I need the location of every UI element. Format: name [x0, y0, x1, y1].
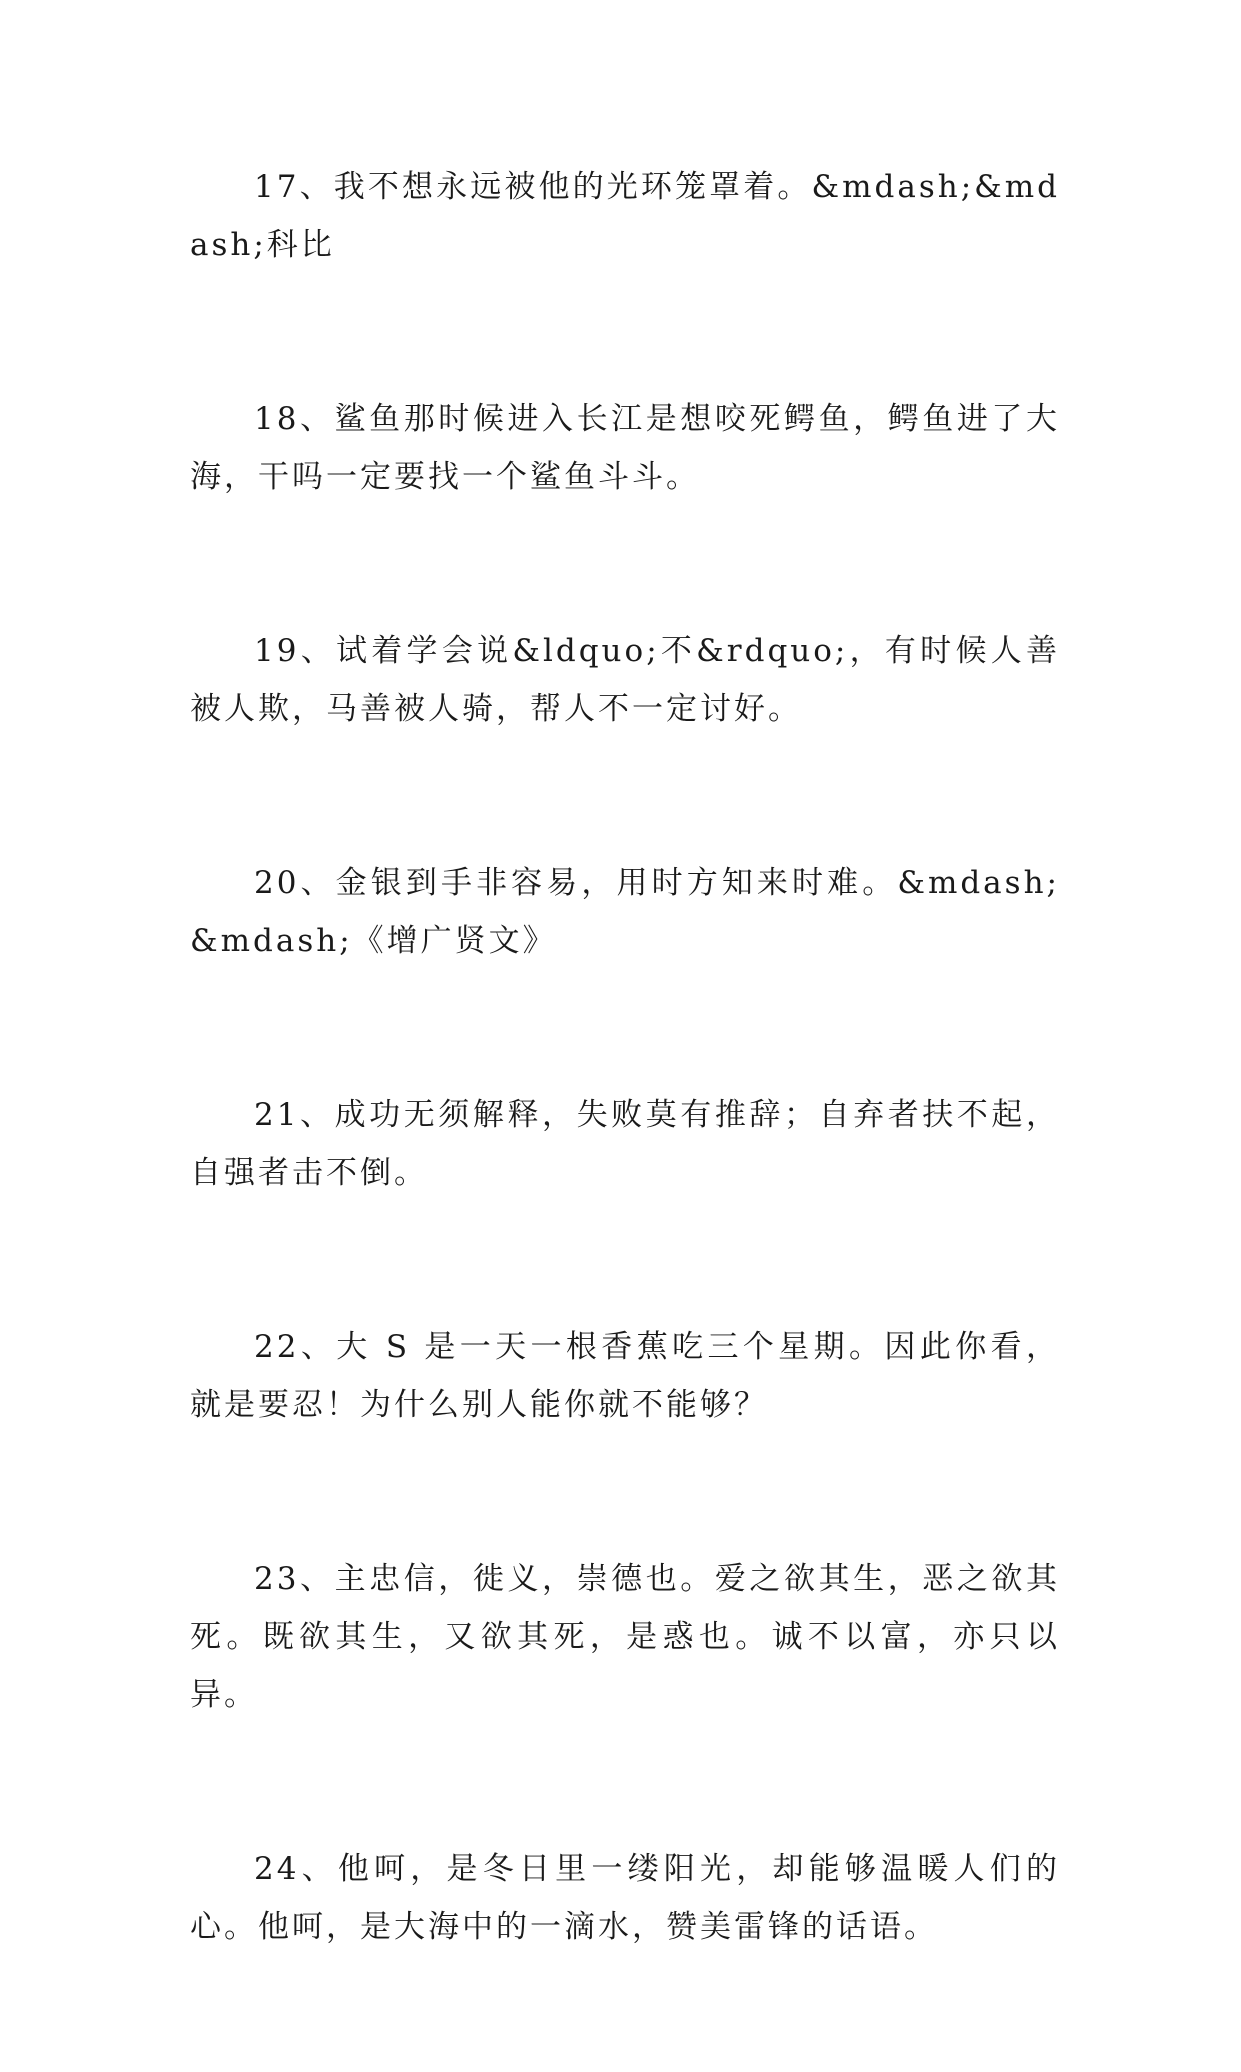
paragraph-17: 17、我不想永远被他的光环笼罩着。&mdash;&mdash;科比 — [190, 169, 1060, 263]
paragraph-18: 18、鲨鱼那时候进入长江是想咬死鳄鱼，鳄鱼进了大海，干吗一定要找一个鲨鱼斗斗。 — [190, 401, 1060, 495]
paragraph-19: 19、试着学会说&ldquo;不&rdquo;，有时候人善被人欺，马善被人骑，帮人不一定讨好。 — [190, 633, 1060, 727]
paragraph-22: 22、大 S 是一天一根香蕉吃三个星期。因此你看，就是要忍！为什么别人能你就不能够？ — [190, 1329, 1060, 1423]
paragraph-23: 23、主忠信，徙义，崇德也。爱之欲其生，恶之欲其死。既欲其生，又欲其死，是惑也。诚不以富，亦只以异。 — [190, 1561, 1060, 1713]
paragraph-21: 21、成功无须解释，失败莫有推辞；自弃者扶不起，自强者击不倒。 — [190, 1097, 1060, 1191]
document-body — [190, 158, 1060, 2072]
paragraph-24: 24、他呵，是冬日里一缕阳光，却能够温暖人们的心。他呵，是大海中的一滴水，赞美雷锋的话语。 — [190, 1851, 1060, 1945]
paragraph-20: 20、金银到手非容易，用时方知来时难。&mdash;&mdash;《增广贤文》 — [190, 865, 1060, 959]
